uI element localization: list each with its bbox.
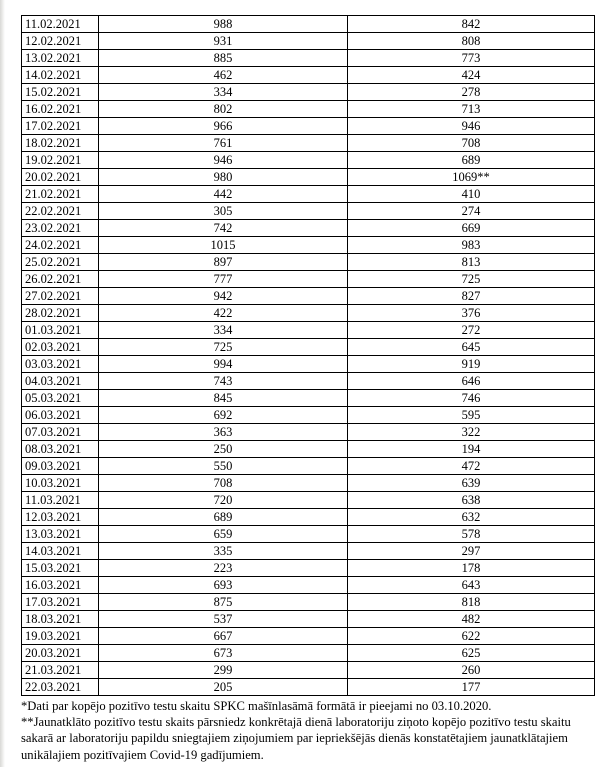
date-cell: 20.02.2021 xyxy=(22,169,99,186)
table-row xyxy=(22,288,595,305)
table-body xyxy=(22,16,595,696)
total-tests-cell: 845 xyxy=(99,390,348,407)
total-tests-cell: 442 xyxy=(99,186,348,203)
total-tests-cell: 742 xyxy=(99,220,348,237)
table-row xyxy=(22,33,595,50)
table-row xyxy=(22,424,595,441)
date-cell: 12.02.2021 xyxy=(22,33,99,50)
new-cases-cell: 827 xyxy=(348,288,595,305)
total-tests-cell: 462 xyxy=(99,67,348,84)
new-cases-cell: 643 xyxy=(348,577,595,594)
total-tests-cell: 250 xyxy=(99,441,348,458)
date-cell: 18.03.2021 xyxy=(22,611,99,628)
date-cell: 22.03.2021 xyxy=(22,679,99,696)
total-tests-cell: 988 xyxy=(99,16,348,33)
new-cases-cell: 424 xyxy=(348,67,595,84)
date-cell: 20.03.2021 xyxy=(22,645,99,662)
new-cases-cell: 813 xyxy=(348,254,595,271)
new-cases-cell: 689 xyxy=(348,152,595,169)
table-row xyxy=(22,220,595,237)
new-cases-cell: 725 xyxy=(348,271,595,288)
table-row xyxy=(22,186,595,203)
total-tests-cell: 659 xyxy=(99,526,348,543)
total-tests-cell: 994 xyxy=(99,356,348,373)
total-tests-cell: 334 xyxy=(99,322,348,339)
new-cases-cell: 297 xyxy=(348,543,595,560)
new-cases-cell: 178 xyxy=(348,560,595,577)
date-cell: 18.02.2021 xyxy=(22,135,99,152)
date-cell: 01.03.2021 xyxy=(22,322,99,339)
date-cell: 24.02.2021 xyxy=(22,237,99,254)
total-tests-cell: 334 xyxy=(99,84,348,101)
table-row xyxy=(22,407,595,424)
table-row xyxy=(22,169,595,186)
date-cell: 12.03.2021 xyxy=(22,509,99,526)
new-cases-cell: 669 xyxy=(348,220,595,237)
total-tests-cell: 708 xyxy=(99,475,348,492)
total-tests-cell: 305 xyxy=(99,203,348,220)
total-tests-cell: 223 xyxy=(99,560,348,577)
table-row xyxy=(22,152,595,169)
new-cases-cell: 773 xyxy=(348,50,595,67)
total-tests-cell: 205 xyxy=(99,679,348,696)
date-cell: 07.03.2021 xyxy=(22,424,99,441)
date-cell: 19.03.2021 xyxy=(22,628,99,645)
new-cases-cell: 194 xyxy=(348,441,595,458)
table-row xyxy=(22,67,595,84)
total-tests-cell: 885 xyxy=(99,50,348,67)
date-cell: 08.03.2021 xyxy=(22,441,99,458)
total-tests-cell: 725 xyxy=(99,339,348,356)
footnote-1: *Dati par kopējo pozitīvo testu skaitu SPKC mašīnlasāmā formātā ir pieejami no 03.10.2020. xyxy=(21,699,492,713)
table-row xyxy=(22,305,595,322)
table-row xyxy=(22,509,595,526)
new-cases-cell: 376 xyxy=(348,305,595,322)
total-tests-cell: 537 xyxy=(99,611,348,628)
new-cases-cell: 625 xyxy=(348,645,595,662)
total-tests-cell: 693 xyxy=(99,577,348,594)
date-cell: 11.03.2021 xyxy=(22,492,99,509)
new-cases-cell: 177 xyxy=(348,679,595,696)
table-row xyxy=(22,645,595,662)
date-cell: 27.02.2021 xyxy=(22,288,99,305)
table-row xyxy=(22,322,595,339)
new-cases-cell: 818 xyxy=(348,594,595,611)
table-row xyxy=(22,101,595,118)
date-cell: 16.03.2021 xyxy=(22,577,99,594)
date-cell: 23.02.2021 xyxy=(22,220,99,237)
total-tests-cell: 946 xyxy=(99,152,348,169)
date-cell: 28.02.2021 xyxy=(22,305,99,322)
new-cases-cell: 708 xyxy=(348,135,595,152)
table-row xyxy=(22,50,595,67)
table-row xyxy=(22,577,595,594)
date-cell: 05.03.2021 xyxy=(22,390,99,407)
date-cell: 15.02.2021 xyxy=(22,84,99,101)
total-tests-cell: 550 xyxy=(99,458,348,475)
date-cell: 16.02.2021 xyxy=(22,101,99,118)
date-cell: 09.03.2021 xyxy=(22,458,99,475)
new-cases-cell: 1069** xyxy=(348,169,595,186)
total-tests-cell: 1015 xyxy=(99,237,348,254)
new-cases-cell: 260 xyxy=(348,662,595,679)
new-cases-cell: 274 xyxy=(348,203,595,220)
date-cell: 14.03.2021 xyxy=(22,543,99,560)
table-row xyxy=(22,390,595,407)
date-cell: 03.03.2021 xyxy=(22,356,99,373)
table-row xyxy=(22,662,595,679)
new-cases-cell: 713 xyxy=(348,101,595,118)
total-tests-cell: 673 xyxy=(99,645,348,662)
date-cell: 17.02.2021 xyxy=(22,118,99,135)
total-tests-cell: 966 xyxy=(99,118,348,135)
total-tests-cell: 942 xyxy=(99,288,348,305)
new-cases-cell: 746 xyxy=(348,390,595,407)
date-cell: 04.03.2021 xyxy=(22,373,99,390)
date-cell: 22.02.2021 xyxy=(22,203,99,220)
table-row xyxy=(22,16,595,33)
total-tests-cell: 980 xyxy=(99,169,348,186)
table-row xyxy=(22,271,595,288)
new-cases-cell: 946 xyxy=(348,118,595,135)
date-cell: 11.02.2021 xyxy=(22,16,99,33)
table-row xyxy=(22,254,595,271)
date-cell: 13.03.2021 xyxy=(22,526,99,543)
date-cell: 15.03.2021 xyxy=(22,560,99,577)
new-cases-cell: 482 xyxy=(348,611,595,628)
table-row xyxy=(22,628,595,645)
table-row xyxy=(22,492,595,509)
date-cell: 19.02.2021 xyxy=(22,152,99,169)
total-tests-cell: 692 xyxy=(99,407,348,424)
total-tests-cell: 777 xyxy=(99,271,348,288)
date-cell: 06.03.2021 xyxy=(22,407,99,424)
new-cases-cell: 639 xyxy=(348,475,595,492)
table-row xyxy=(22,611,595,628)
new-cases-cell: 322 xyxy=(348,424,595,441)
table-row xyxy=(22,679,595,696)
new-cases-cell: 983 xyxy=(348,237,595,254)
new-cases-cell: 919 xyxy=(348,356,595,373)
date-cell: 02.03.2021 xyxy=(22,339,99,356)
table-row xyxy=(22,373,595,390)
table-row xyxy=(22,237,595,254)
table-row xyxy=(22,560,595,577)
new-cases-cell: 638 xyxy=(348,492,595,509)
table-row xyxy=(22,526,595,543)
date-cell: 21.03.2021 xyxy=(22,662,99,679)
scan-edge-artifact xyxy=(0,0,5,767)
new-cases-cell: 646 xyxy=(348,373,595,390)
date-cell: 10.03.2021 xyxy=(22,475,99,492)
new-cases-cell: 632 xyxy=(348,509,595,526)
table-row xyxy=(22,475,595,492)
footnote-2: **Jaunatklāto pozitīvo testu skaits pārsniedz konkrētajā dienā laboratoriju ziņoto kopējo pozitīvo testu skaitu sakarā ar laboratoriju papildu sniegtajiem ziņojumiem par iepriekšējās dienās konstatētajiem jaunatklātajiem unikālajiem pozitīvajiem Covid-19 gadījumiem. xyxy=(21,715,571,762)
table-row xyxy=(22,458,595,475)
total-tests-cell: 897 xyxy=(99,254,348,271)
new-cases-cell: 272 xyxy=(348,322,595,339)
table-row xyxy=(22,543,595,560)
covid-tests-table xyxy=(21,15,595,696)
table-row xyxy=(22,339,595,356)
total-tests-cell: 299 xyxy=(99,662,348,679)
table-row xyxy=(22,118,595,135)
total-tests-cell: 931 xyxy=(99,33,348,50)
table-row xyxy=(22,441,595,458)
new-cases-cell: 645 xyxy=(348,339,595,356)
table-row xyxy=(22,356,595,373)
footnotes xyxy=(21,698,587,763)
total-tests-cell: 335 xyxy=(99,543,348,560)
table-row xyxy=(22,84,595,101)
new-cases-cell: 472 xyxy=(348,458,595,475)
total-tests-cell: 761 xyxy=(99,135,348,152)
total-tests-cell: 743 xyxy=(99,373,348,390)
total-tests-cell: 422 xyxy=(99,305,348,322)
new-cases-cell: 278 xyxy=(348,84,595,101)
total-tests-cell: 875 xyxy=(99,594,348,611)
total-tests-cell: 689 xyxy=(99,509,348,526)
total-tests-cell: 802 xyxy=(99,101,348,118)
table-row xyxy=(22,203,595,220)
total-tests-cell: 720 xyxy=(99,492,348,509)
date-cell: 21.02.2021 xyxy=(22,186,99,203)
table-row xyxy=(22,135,595,152)
total-tests-cell: 667 xyxy=(99,628,348,645)
date-cell: 25.02.2021 xyxy=(22,254,99,271)
new-cases-cell: 578 xyxy=(348,526,595,543)
new-cases-cell: 622 xyxy=(348,628,595,645)
new-cases-cell: 808 xyxy=(348,33,595,50)
new-cases-cell: 842 xyxy=(348,16,595,33)
date-cell: 13.02.2021 xyxy=(22,50,99,67)
total-tests-cell: 363 xyxy=(99,424,348,441)
date-cell: 17.03.2021 xyxy=(22,594,99,611)
table-row xyxy=(22,594,595,611)
new-cases-cell: 595 xyxy=(348,407,595,424)
new-cases-cell: 410 xyxy=(348,186,595,203)
date-cell: 26.02.2021 xyxy=(22,271,99,288)
date-cell: 14.02.2021 xyxy=(22,67,99,84)
